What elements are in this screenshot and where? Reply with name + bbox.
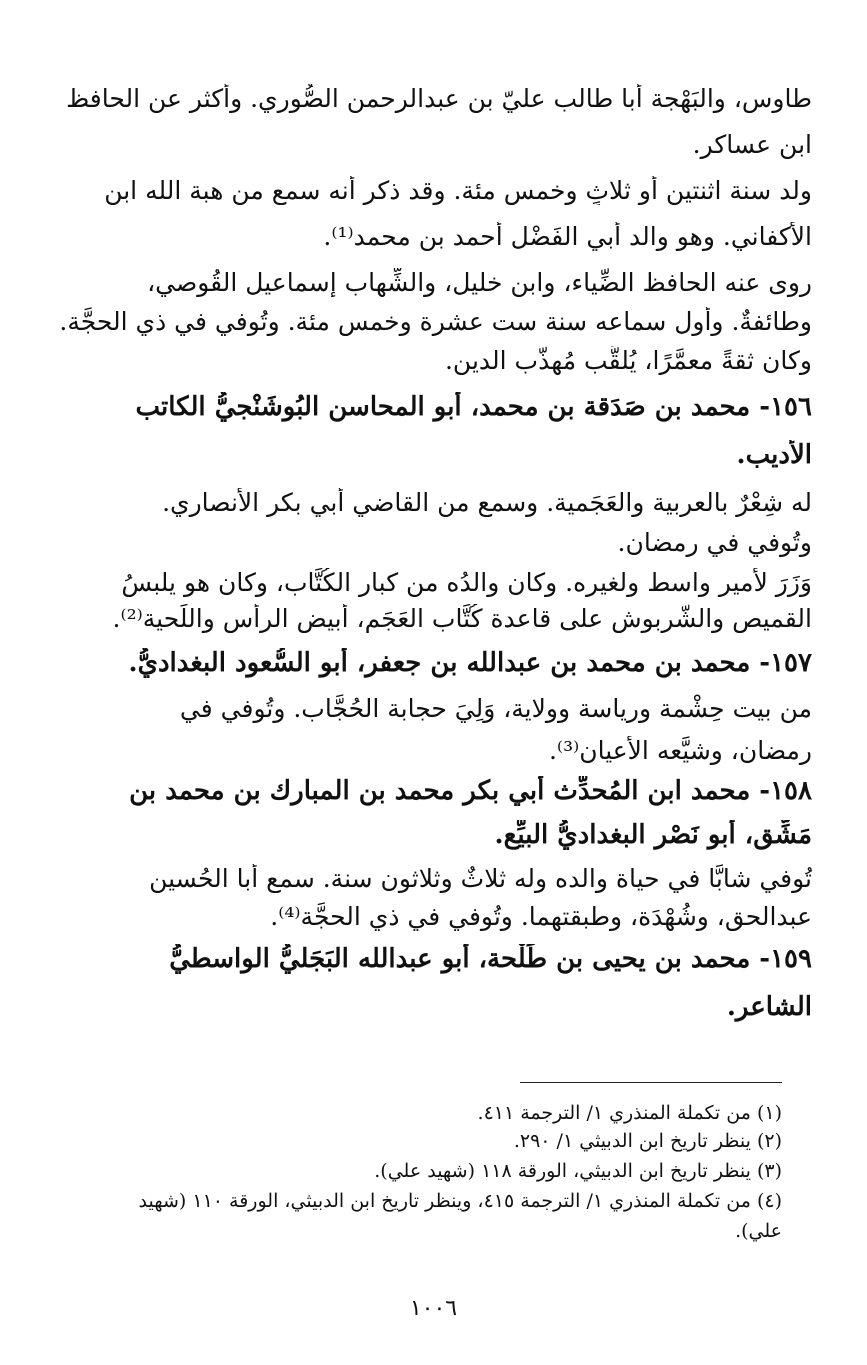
footnote-separator: [520, 1082, 782, 1083]
text-line: رمضان، وشيَّعه الأعيان⁽³⁾.: [548, 736, 812, 765]
text-line: وَزَرَ لأمير واسط ولغيره. وكان والدُه من كبار الكُتَّاب، وكان هو يلبسُ: [121, 568, 812, 597]
text-line: تُوفي شابًّا في حياة والده وله ثلاثٌ وثلاثون سنة. سمع أبا الحُسين: [149, 864, 812, 893]
text-line: وكان ثقةً معمَّرًا، يُلقَّب مُهذَّب الدين.: [444, 346, 812, 375]
text-line: روى عنه الحافظ الضِّياء، وابن خليل، والشِّهاب إسماعيل القُوصي،: [147, 268, 812, 297]
page-number: ١٠٠٦: [409, 1296, 458, 1321]
text-line: ولد سنة اثنتين أو ثلاثٍ وخمس مئة. وقد ذكر أنه سمع من هبة الله ابن: [104, 176, 812, 205]
entry-heading-158-cont: مَشِّق، أبو نَصْر البغداديُّ البيِّع.: [494, 820, 812, 850]
footnote-1: (١) من تكملة المنذري ١/ الترجمة ٤١١.: [477, 1102, 782, 1124]
entry-heading-156: ١٥٦- محمد بن صَدَقة بن محمد، أبو المحاسن البُوشَنْجيُّ الكاتب: [135, 392, 812, 422]
footnote-2: (٢) ينظر تاريخ ابن الدبيثي ١/ ٢٩٠.: [513, 1130, 782, 1152]
entry-heading-157: ١٥٧- محمد بن محمد بن عبدالله بن جعفر، أبو السُّعود البغداديُّ.: [128, 648, 812, 678]
text-line: له شِعْرٌ بالعربية والعَجَمية. وسمع من القاضي أبي بكر الأنصاري.: [162, 488, 812, 517]
text-line: ابن عساكر.: [692, 130, 812, 159]
entry-heading-158: ١٥٨- محمد ابن المُحدِّث أبي بكر محمد بن المبارك بن محمد بن: [129, 776, 812, 806]
text-line: طاوس، والبَهْجة أبا طالب عليّ بن عبدالرحمن الصُّوري. وأكثر عن الحافظ: [66, 84, 812, 113]
text-line: من بيت حِشْمة ورياسة وولاية، وَلِيَ حجابة الحُجَّاب. وتُوفي في: [179, 694, 812, 723]
footnote-4: (٤) من تكملة المنذري ١/ الترجمة ٤١٥، وينظر تاريخ ابن الدبيثي، الورقة ١١٠ (شهيد: [138, 1190, 782, 1212]
entry-heading-159: ١٥٩- محمد بن يحيى بن طَلْحة، أبو عبدالله البَجَليُّ الواسطيُّ: [169, 944, 812, 974]
text-line: الأكفاني. وهو والد أبي الفَضْل أحمد بن محمد⁽¹⁾.: [323, 222, 812, 251]
text-line: القميص والشَّربوش على قاعدة كُتَّاب العَجَم، أبيض الرأس واللِّحية⁽²⁾.: [112, 604, 812, 633]
text-line: وطائفةٌ. وأول سماعه سنة ست عشرة وخمس مئة. وتُوفي في ذي الحجَّة.: [59, 307, 812, 336]
text-line: عبدالحق، وشُهْدَة، وطبقتهما. وتُوفي في ذي الحجَّة⁽⁴⁾.: [270, 902, 812, 931]
entry-heading-156-cont: الأديب.: [736, 440, 812, 470]
entry-heading-159-cont: الشاعر.: [726, 992, 812, 1022]
footnote-4-cont: علي).: [735, 1220, 782, 1242]
text-line: وتُوفي في رمضان.: [617, 528, 812, 557]
footnote-3: (٣) ينظر تاريخ ابن الدبيثي، الورقة ١١٨ (شهيد علي).: [374, 1160, 782, 1182]
